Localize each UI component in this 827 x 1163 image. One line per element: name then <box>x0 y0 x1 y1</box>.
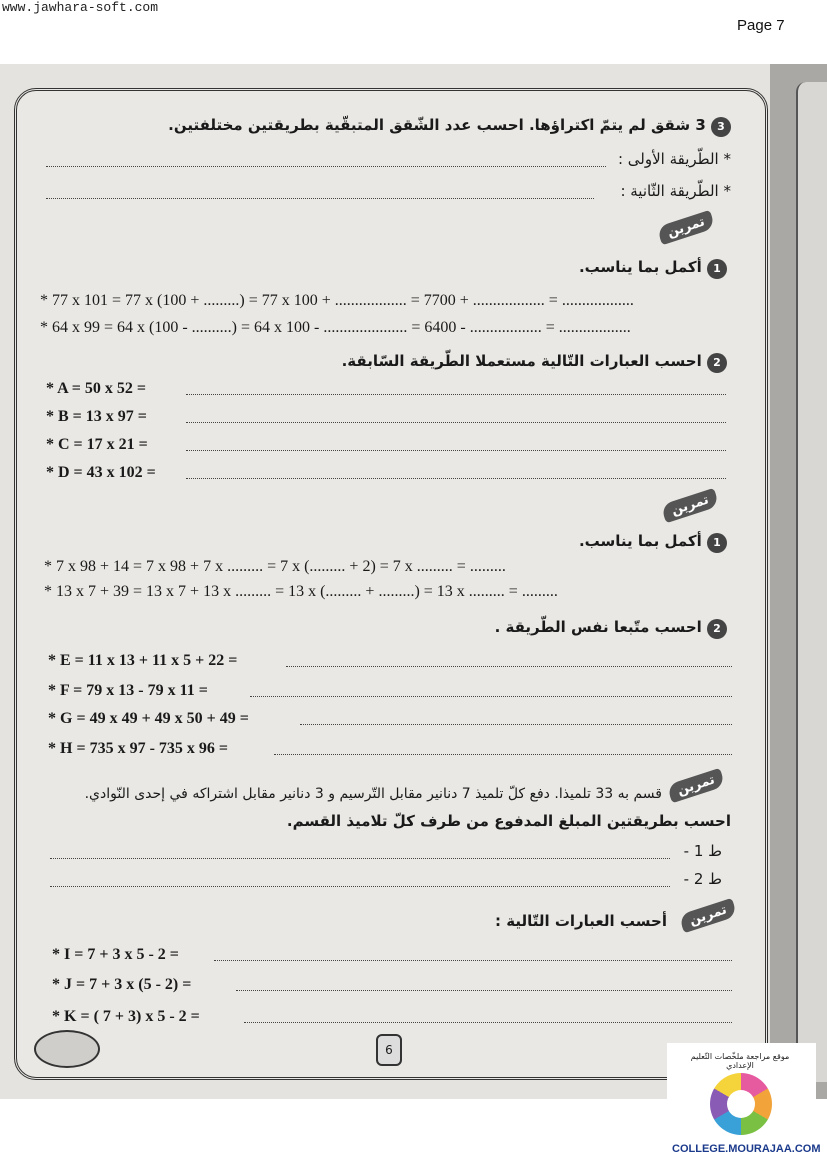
answer-line <box>244 1022 732 1023</box>
ex1-q1-line2: * 64 x 99 = 64 x (100 - ..........) = 64 x 100 - ..................... = 6400 - .................. = .................. <box>40 319 631 336</box>
ex2-q2-title: 2 احسب متّبعا نفس الطّريقة . <box>495 618 727 639</box>
block1-badge: 3 <box>711 117 731 137</box>
answer-line <box>186 478 726 479</box>
answer-line <box>50 886 670 887</box>
ex1-q1-line1: * 77 x 101 = 77 x (100 + .........) = 77 x 100 + .................. = 7700 + .................. = .................. <box>40 292 634 309</box>
logo-center <box>727 1090 755 1118</box>
ex1-q1-title: 1 أكمل بما يناسب. <box>579 258 727 279</box>
ex2-q1-line2: * 13 x 7 + 39 = 13 x 7 + 13 x ......... = 13 x (......... + .........) = 13 x ......... = ......... <box>44 583 558 600</box>
answer-line <box>300 724 732 725</box>
site-url: www.jawhara-soft.com <box>2 0 159 15</box>
expr-d: * D = 43 x 102 = <box>46 464 156 481</box>
ex3-t2: ط 2 - <box>683 870 722 888</box>
tamrin-badge: تمرين <box>660 488 719 523</box>
answer-line <box>50 858 670 859</box>
ex2-q1-badge: 1 <box>707 533 727 553</box>
expr-i: * I = 7 + 3 x 5 - 2 = <box>52 946 179 963</box>
expr-a: * A = 50 x 52 = <box>46 380 147 397</box>
logo-caption[interactable]: COLLEGE.MOURAJAA.COM <box>672 1143 821 1155</box>
expr-k: * K = ( 7 + 3) x 5 - 2 = <box>52 1008 200 1025</box>
expr-f: * F = 79 x 13 - 79 x 11 = <box>48 682 208 699</box>
block1-intro: 3 3 شقق لم يتمّ اكتراؤها. احسب عدد الشّقق المتبقّية بطريقتين مختلفتين. <box>168 116 731 137</box>
ex3-line1: قسم به 33 تلميذا. دفع كلّ تلميذ 7 دنانير مقابل التّرسيم و 3 دنانير مقابل اشتراكه في إحدى النّوادي. <box>84 786 662 802</box>
answer-line <box>274 754 732 755</box>
book-seal-icon <box>34 1030 100 1068</box>
ex1-q2-badge: 2 <box>707 353 727 373</box>
answer-line <box>286 666 732 667</box>
adjacent-page-edge <box>770 64 827 1099</box>
logo-arc-text: موقع مراجعة ملخّصات التّعليم الإعدادي <box>690 1052 790 1070</box>
ex3-line2: احسب بطريقتين المبلغ المدفوع من طرف كلّ تلاميذ القسم. <box>286 812 731 830</box>
ex2-q1-title: 1 أكمل بما يناسب. <box>579 532 727 553</box>
answer-line <box>186 422 726 423</box>
tamrin-badge: تمرين <box>656 210 715 245</box>
expr-e: * E = 11 x 13 + 11 x 5 + 22 = <box>48 652 238 669</box>
answer-line <box>214 960 732 961</box>
way2-label: * الطّريقة الثّانية : <box>620 182 731 200</box>
ex2-q2-badge: 2 <box>707 619 727 639</box>
way1-label: * الطّريقة الأولى : <box>617 150 731 168</box>
answer-line <box>46 166 606 167</box>
expr-c: * C = 17 x 21 = <box>46 436 148 453</box>
answer-line <box>250 696 732 697</box>
answer-line <box>186 394 726 395</box>
ex1-q2-title: 2 احسب العبارات التّالية مستعملا الطّريقة السّابقة. <box>342 352 727 373</box>
ex4-title: أحسب العبارات التّالية : <box>495 912 667 930</box>
ex2-q1-line1: * 7 x 98 + 14 = 7 x 98 + 7 x ......... = 7 x (......... + 2) = 7 x ......... = ......... <box>44 558 506 575</box>
answer-line <box>236 990 732 991</box>
page-icon: 6 <box>376 1034 402 1066</box>
expr-h: * H = 735 x 97 - 735 x 96 = <box>48 740 229 757</box>
answer-line <box>46 198 594 199</box>
ex3-t1: ط 1 - <box>683 842 722 860</box>
expr-j: * J = 7 + 3 x (5 - 2) = <box>52 976 192 993</box>
expr-b: * B = 13 x 97 = <box>46 408 147 425</box>
tamrin-badge: تمرين <box>666 768 725 803</box>
ex1-q1-badge: 1 <box>707 259 727 279</box>
answer-line <box>186 450 726 451</box>
tamrin-badge: تمرين <box>678 898 737 933</box>
page-number: Page 7 <box>737 17 785 34</box>
expr-g: * G = 49 x 49 + 49 x 50 + 49 = <box>48 710 249 727</box>
